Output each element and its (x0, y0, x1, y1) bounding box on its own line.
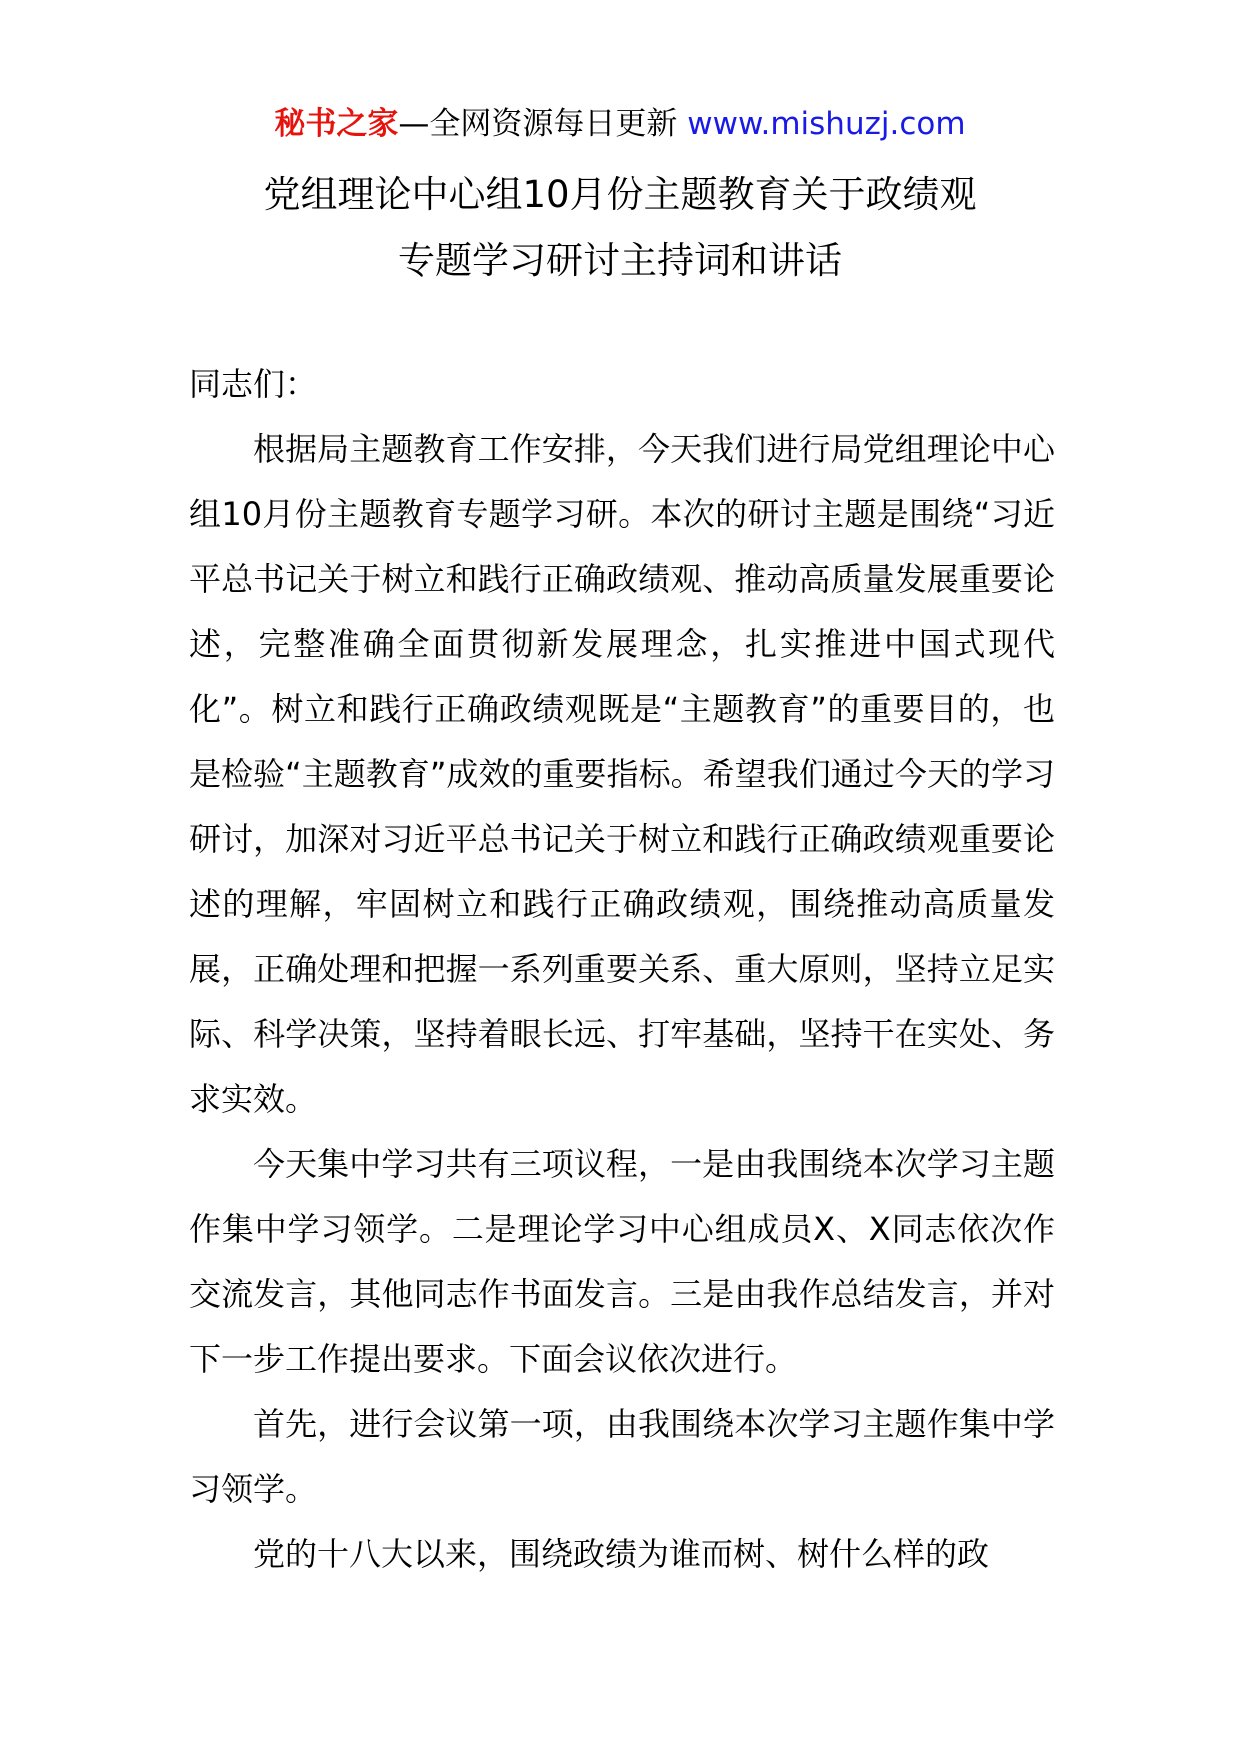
paragraph-agenda: 今天集中学习共有三项议程，一是由我围绕本次学习主题作集中学习领学。二是理论学习中心组成员X、X同志依次作交流发言，其他同志作书面发言。三是由我作总结发言，并对下一步工作提出要求。下面会议依次进行。 (189, 1145, 1055, 1378)
document-title (0, 162, 1240, 294)
title-line-1: 党组理论中心组10月份主题教育关于政绩观 (263, 173, 977, 216)
paragraph-intro: 根据局主题教育工作安排，今天我们进行局党组理论中心组10月份主题教育专题学习研。本次的研讨主题是围绕“习近平总书记关于树立和践行正确政绩观、推动高质量发展重要论述，完整准确全面贯彻新发展理念，扎实推进中国式现代化”。树立和践行正确政绩观既是“主题教育”的重要目的，也是检验“主题教育”成效的重要指标。希望我们通过今天的学习研讨，加深对习近平总书记关于树立和践行正确政绩观重要论述的理解，牢固树立和践行正确政绩观，围绕推动高质量发展，正确处理和把握一系列重要关系、重大原则，坚持立足实际、科学决策，坚持着眼长远、打牢基础，坚持干在实处、务求实效。 (189, 430, 1055, 1118)
document-body (189, 352, 1055, 1587)
banner-tagline: —全网资源每日更新 (398, 106, 678, 142)
site-banner (0, 100, 1240, 148)
paragraph-first-item: 首先，进行会议第一项，由我围绕本次学习主题作集中学习领学。 (189, 1405, 1055, 1508)
site-url-link[interactable]: www.mishuzj.com (677, 106, 966, 142)
brand-name: 秘书之家 (274, 106, 399, 142)
salutation: 同志们： (189, 365, 318, 403)
title-line-2: 专题学习研讨主持词和讲话 (398, 239, 842, 282)
paragraph-continued: 党的十八大以来，围绕政绩为谁而树、树什么样的政 (253, 1535, 990, 1573)
